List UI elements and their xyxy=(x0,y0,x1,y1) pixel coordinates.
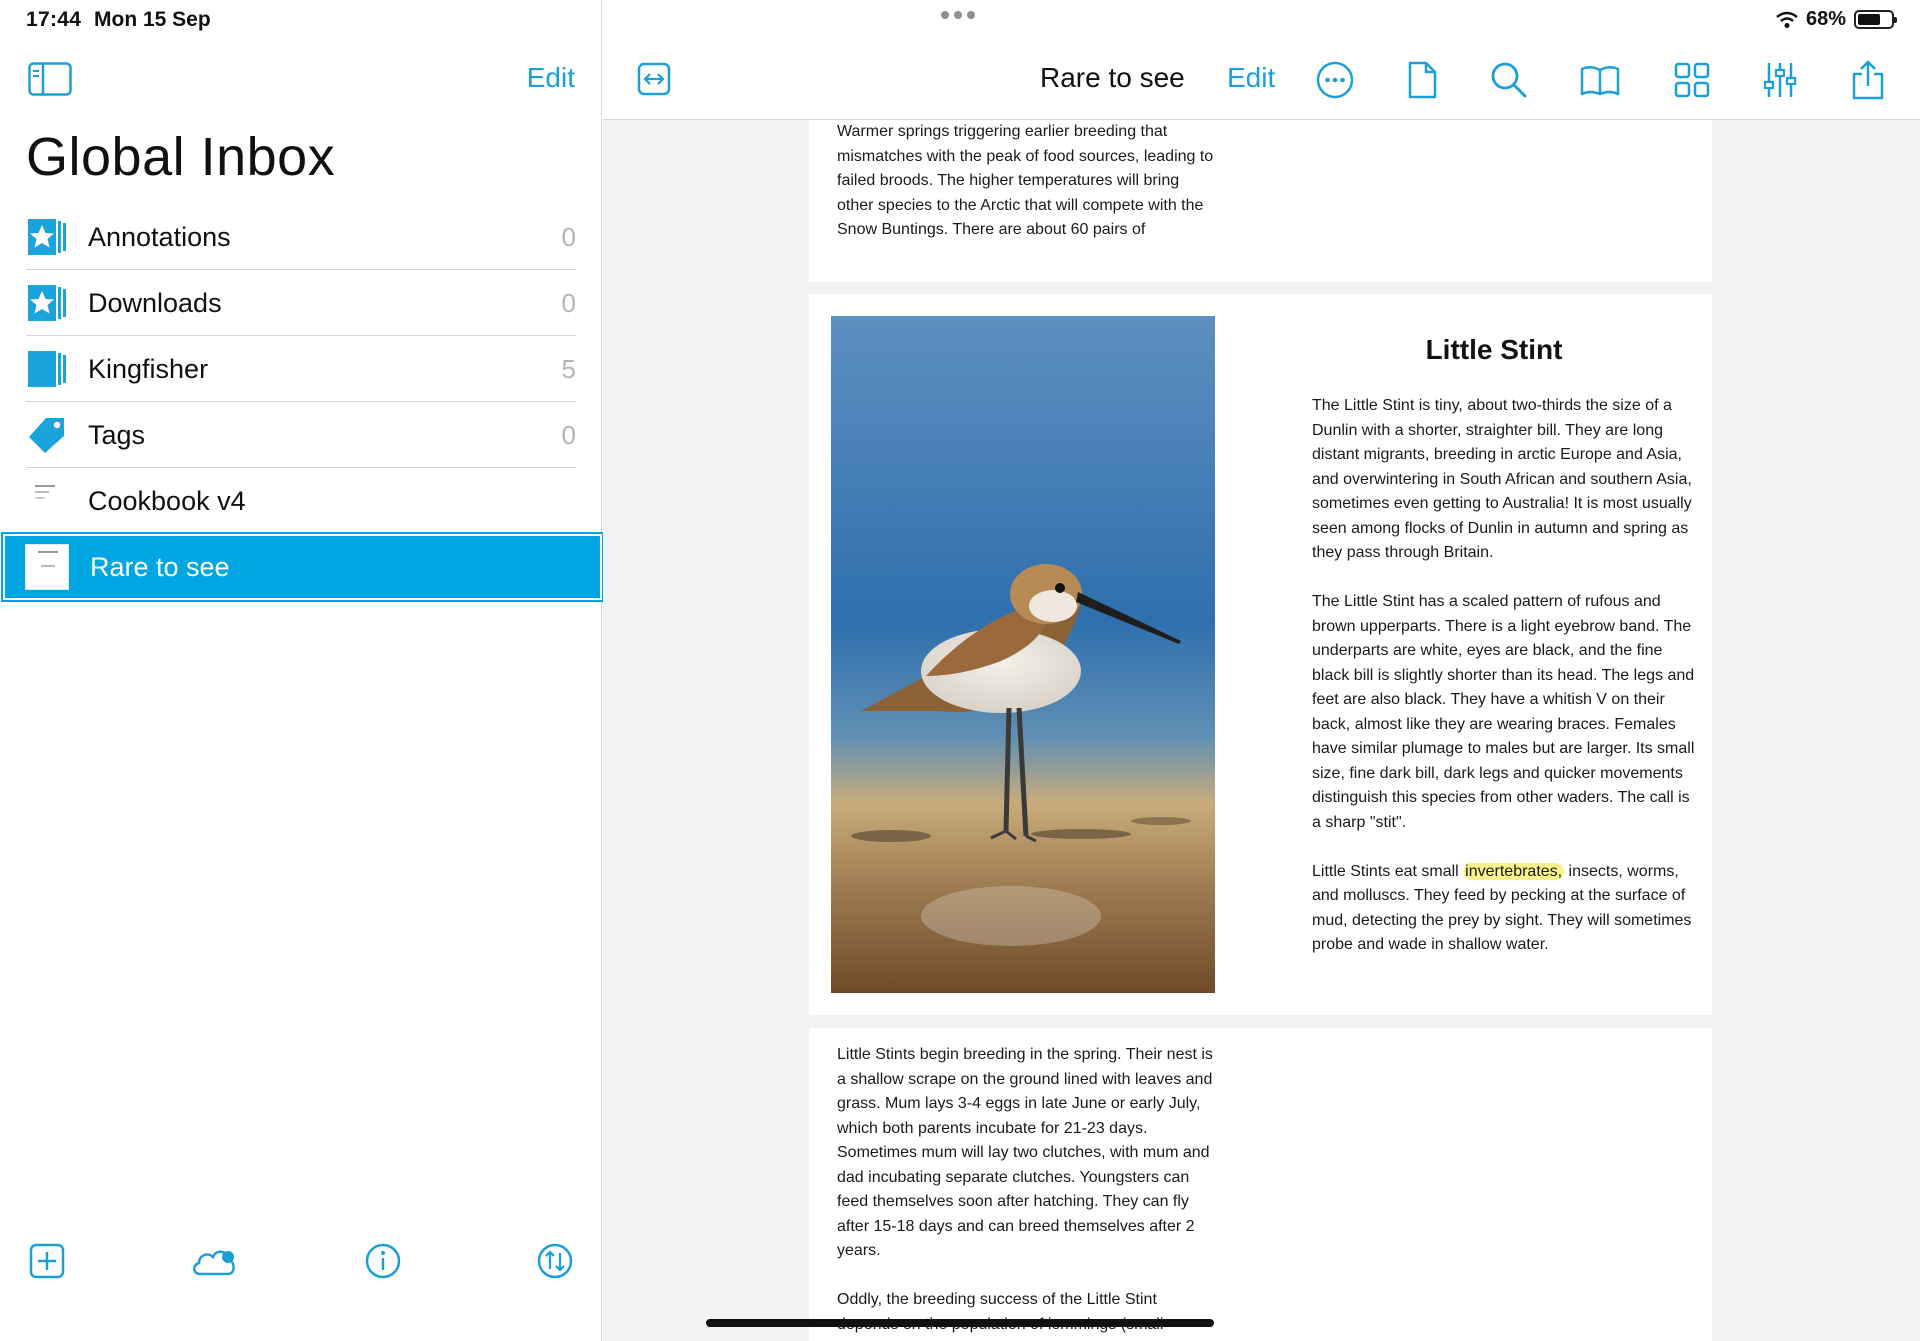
sidebar-item-cookbook[interactable] xyxy=(0,468,602,534)
sidebar-item-label: Downloads xyxy=(88,287,222,318)
sidebar-item-count: 5 xyxy=(561,353,576,384)
status-date: Mon 15 Sep xyxy=(94,8,211,31)
article-paragraph: The Little Stint is tiny, about two-thirds the size of a Dunlin with a shorter, straighter bill. They are long distant migrants, breeding in arctic Europe and Asia, and overwintering in South African and southern Asia, sometimes even getting to Australia! It is most usually seen among flocks of Dunlin in autumn and spring as they pass through Britain. xyxy=(1312,397,1692,561)
more-icon[interactable] xyxy=(1315,60,1355,100)
sidebar-item-label: Annotations xyxy=(88,221,231,252)
sidebar-title: Global Inbox xyxy=(26,127,336,187)
document-icon[interactable] xyxy=(1402,60,1442,100)
share-icon[interactable] xyxy=(1848,60,1888,100)
document-title: Rare to see xyxy=(1040,62,1185,93)
sidebar-item-downloads[interactable] xyxy=(0,270,602,336)
sidebar-item-count: 0 xyxy=(561,419,576,450)
sidebar xyxy=(0,0,602,1341)
sidebar-item-label: Kingfisher xyxy=(88,353,209,384)
sliders-icon[interactable] xyxy=(1760,60,1800,100)
article-paragraph: The Little Stint has a scaled pattern of rufous and brown upperparts. There is a light eyebrow band. The underparts are white, eyes are black, and the fine black bill is slightly shorter than its head. The legs and feet are also black. They have a whitish V on their back, almost like they are wearing braces. Females have similar plumage to males but are larger. Its small size, fine dark bill, dark legs and quicker movements distinguish this species from other waders. The call is a sharp "stit". xyxy=(1312,593,1695,831)
sidebar-item-label: Cookbook v4 xyxy=(88,485,246,516)
book-open-icon[interactable] xyxy=(1580,60,1620,100)
page-text: Warmer springs triggering earlier breeding that mismatches with the peak of food sources, leading to failed broods. The higher temperatures will bring other species to the Arctic that will compete with the Snow Buntings. There are about 60 pairs of xyxy=(837,123,1214,238)
multitasking-icon[interactable] xyxy=(941,11,975,19)
home-indicator[interactable] xyxy=(706,1319,1214,1327)
sidebar-item-kingfisher[interactable] xyxy=(0,336,602,402)
little-stint-photo xyxy=(831,316,1215,993)
text-fragment: Little Stints eat small xyxy=(1312,862,1464,880)
sidebar-edit-button[interactable]: Edit xyxy=(526,62,575,93)
article-body xyxy=(1312,394,1697,982)
page-paragraph: Oddly, the breeding success of the Little Stint xyxy=(837,1291,1157,1308)
battery-icon xyxy=(1854,10,1894,29)
pdf-page xyxy=(809,294,1712,1015)
sidebar-item-label: Tags xyxy=(88,419,146,450)
pdf-page xyxy=(809,120,1712,282)
status-indicators xyxy=(1776,8,1894,31)
add-icon[interactable] xyxy=(26,1240,68,1282)
star-book-icon xyxy=(26,217,70,257)
highlight-annotation[interactable]: invertebrates, xyxy=(1465,862,1563,880)
battery-percent: 68% xyxy=(1805,8,1846,30)
book-icon xyxy=(26,349,70,389)
search-icon[interactable] xyxy=(1489,60,1529,100)
sidebar-item-count: 0 xyxy=(561,221,576,252)
article-title: Little Stint xyxy=(1425,334,1563,365)
star-book-icon xyxy=(26,283,70,323)
status-time: 17:44 xyxy=(26,8,82,31)
grid-icon[interactable] xyxy=(1672,60,1712,100)
sort-icon[interactable] xyxy=(534,1240,576,1282)
sidebar-list xyxy=(0,204,602,600)
document-viewer xyxy=(603,0,1920,1341)
wifi-icon xyxy=(1776,11,1798,29)
sidebar-item-tags[interactable] xyxy=(0,402,602,468)
page-paragraph: Little Stints begin breeding in the spring. Their nest is a shallow scrape on the ground lined with leaves and grass. Mum lays 3-4 eggs in late June or early July, which both parents incubate for 21-23 days. Sometimes mum will lay two clutches, with mum and dad incubating separate clutches. Youngsters can feed themselves soon after hatching. They can fly after 15-18 days and can breed themselves after 2 years. xyxy=(837,1046,1213,1259)
info-icon[interactable] xyxy=(362,1240,404,1282)
article-paragraph xyxy=(1312,860,1697,958)
status-bar xyxy=(603,0,1920,40)
edit-button[interactable]: Edit xyxy=(1227,62,1276,93)
fit-width-icon[interactable] xyxy=(637,62,671,96)
sidebar-toggle-icon[interactable] xyxy=(28,62,72,96)
sidebar-item-rare-to-see[interactable] xyxy=(3,534,602,600)
cloud-sync-icon[interactable] xyxy=(190,1240,240,1282)
document-thumbnail-icon xyxy=(25,544,69,590)
sidebar-item-annotations[interactable] xyxy=(0,204,602,270)
text-fragment: insects, worms, and molluscs. They feed by pecking at the surface of mud, detecting the prey by sight. They will sometimes probe and wade in shallow water. xyxy=(1312,862,1692,953)
sidebar-item-count: 0 xyxy=(561,287,576,318)
sidebar-bottom-toolbar xyxy=(0,1240,602,1284)
pdf-page xyxy=(809,1028,1712,1341)
document-thumbnail-icon xyxy=(26,478,70,524)
sidebar-item-label: Rare to see xyxy=(90,551,230,582)
toolbar xyxy=(603,40,1920,120)
page-text xyxy=(837,1043,1217,1341)
tag-icon xyxy=(26,415,70,455)
